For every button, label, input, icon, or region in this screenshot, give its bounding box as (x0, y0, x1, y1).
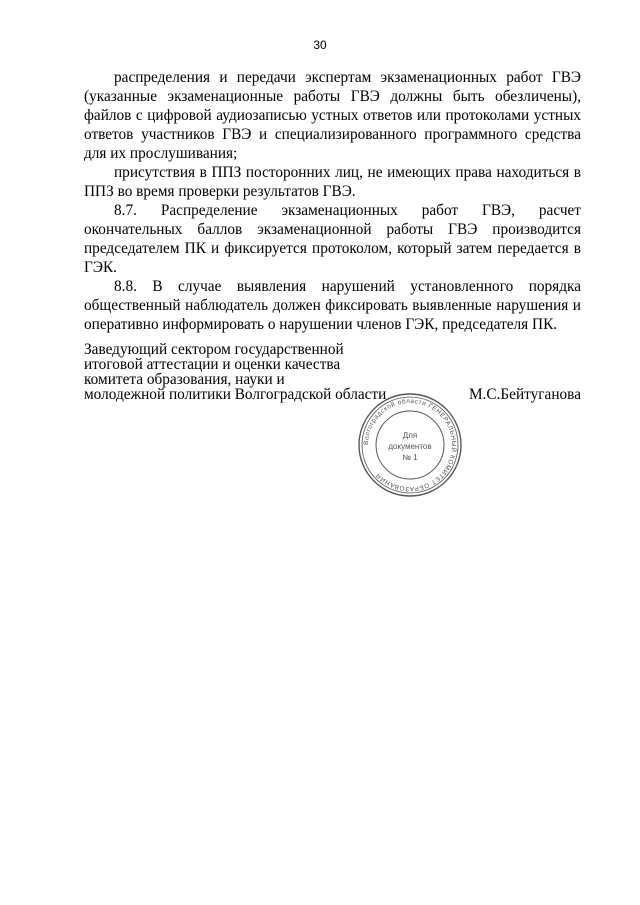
signature-last-line (84, 387, 581, 402)
seal-center-line-3: № 1 (402, 453, 418, 462)
seal-ring-text: Волгоградской области ГЕНЕРАЛЬНЫЙ КОМИТЕТ ОБРАЗОВАНИЯ (362, 397, 458, 493)
paragraph-2: присутствия в ППЗ посторонних лиц, не имеющих права находиться в ППЗ во время проверки результатов ГВЭ. (84, 164, 581, 200)
seal-center-line-1: Для (402, 431, 418, 440)
seal-center-line-2: документов (388, 442, 432, 451)
page-number: 30 (313, 38, 327, 52)
signature-position-line-1: Заведующий сектором государственной (84, 341, 344, 358)
signature-position-line-2: итоговой аттестации и оценки качества (84, 356, 341, 373)
document-body (84, 68, 581, 334)
paragraph-3: 8.7. Распределение экзаменационных работ ГВЭ, расчет окончательных баллов экзаменационной работы ГВЭ производится председателем ПК и фиксируется протоколом, который затем передается в ГЭК. (84, 202, 581, 276)
signature-position-line-3: комитета образования, науки и (84, 371, 285, 388)
signature-block (84, 342, 581, 402)
paragraph-1: распределения и передачи экспертам экзаменационных работ ГВЭ (указанные экзаменационные работы ГВЭ должны быть обезличены), файлов с цифровой аудиозаписью устных ответов или протоколами устных ответов участников ГВЭ и специализированного программного средства для их прослушивания; (84, 69, 581, 162)
paragraph-4: 8.8. В случае выявления нарушений установленного порядка общественный наблюдатель должен фиксировать выявленные нарушения и оперативно информировать о нарушении членов ГЭК, председателя ПК. (84, 278, 581, 333)
signatory-name: М.С.Бейтуганова (468, 386, 581, 403)
seal-stamp (357, 392, 463, 498)
signature-position-line-4: молодежной политики Волгоградской области (84, 386, 387, 403)
